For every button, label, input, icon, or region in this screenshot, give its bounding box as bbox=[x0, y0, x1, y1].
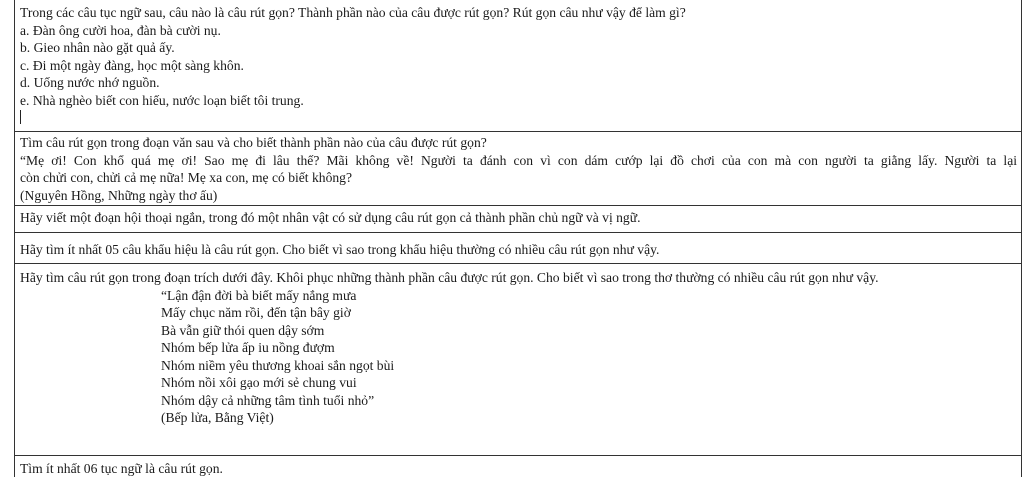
exercise-3-question: Hãy viết một đoạn hội thoại ngắn, trong đó một nhân vật có sử dụng câu rút gọn cả thành phần chủ ngữ và vị ngữ. bbox=[20, 210, 641, 225]
exercise-1-option-e: e. Nhà nghèo biết con hiếu, nước loạn biết tôi trung. bbox=[20, 92, 304, 108]
exercise-1-question: Trong các câu tục ngữ sau, câu nào là câu rút gọn? Thành phần nào của câu được rút gọn? Rút gọn câu như vậy để làm gì? bbox=[20, 5, 686, 20]
exercise-row-6 bbox=[15, 455, 1021, 477]
exercise-row-5 bbox=[15, 263, 1021, 455]
poem-line-5: Nhóm niềm yêu thương khoai sắn ngọt bùi bbox=[161, 357, 395, 373]
poem-line-3: Bà vẫn giữ thói quen dậy sớm bbox=[161, 322, 325, 338]
poem-line-4: Nhóm bếp lửa ấp iu nồng đượm bbox=[161, 340, 335, 355]
exercise-2-passage-line-2: còn chửi con, chửi cả mẹ nữa! Mẹ xa con, mẹ có biết không? bbox=[20, 170, 352, 185]
exercise-table bbox=[14, 0, 1022, 477]
exercise-5-question: Hãy tìm câu rút gọn trong đoạn trích dưới đây. Khôi phục những thành phần câu được rút gọn. Cho biết vì sao trong thơ thường có nhiều câu rút gọn như vậy. bbox=[20, 270, 879, 285]
exercise-2-passage-line-1: “Mẹ ơi! Con khổ quá mẹ ơi! Sao mẹ đi lâu thế? Mãi không về! Người ta đánh con vì con dám cướp lại đồ chơi của con mà con người ta giằng lấy. Người ta lại bbox=[20, 152, 1017, 168]
exercise-1-option-a: a. Đàn ông cười hoa, đàn bà cười nụ. bbox=[20, 22, 221, 38]
exercise-1-option-d: d. Uống nước nhớ nguồn. bbox=[20, 75, 160, 90]
poem-line-6: Nhóm nồi xôi gạo mới sẻ chung vui bbox=[161, 375, 357, 390]
exercise-row-4 bbox=[15, 232, 1021, 263]
exercise-4-question: Hãy tìm ít nhất 05 câu khẩu hiệu là câu rút gọn. Cho biết vì sao trong khẩu hiệu thường có nhiều câu rút gọn như vậy. bbox=[20, 242, 660, 257]
poem-source: (Bếp lửa, Bằng Việt) bbox=[161, 410, 274, 425]
poem-line-2: Mấy chục năm rồi, đến tận bây giờ bbox=[161, 305, 351, 320]
exercise-1-option-b: b. Gieo nhân nào gặt quả ấy. bbox=[20, 40, 175, 55]
poem-line-1: “Lận đận đời bà biết mấy nắng mưa bbox=[161, 287, 357, 303]
exercise-row-2 bbox=[15, 131, 1021, 205]
exercise-row-3 bbox=[15, 205, 1021, 232]
exercise-1-option-c: c. Đi một ngày đàng, học một sàng khôn. bbox=[20, 57, 244, 73]
exercise-2-question: Tìm câu rút gọn trong đoạn văn sau và cho biết thành phần nào của câu được rút gọn? bbox=[20, 135, 487, 150]
exercise-6-question: Tìm ít nhất 06 tục ngữ là câu rút gọn. bbox=[20, 461, 223, 476]
text-cursor[interactable] bbox=[20, 110, 21, 124]
exercise-2-source: (Nguyên Hồng, Những ngày thơ ấu) bbox=[20, 187, 218, 203]
exercise-row-1 bbox=[15, 0, 1021, 131]
poem-line-7: Nhóm dậy cả những tâm tình tuổi nhỏ” bbox=[161, 392, 375, 408]
